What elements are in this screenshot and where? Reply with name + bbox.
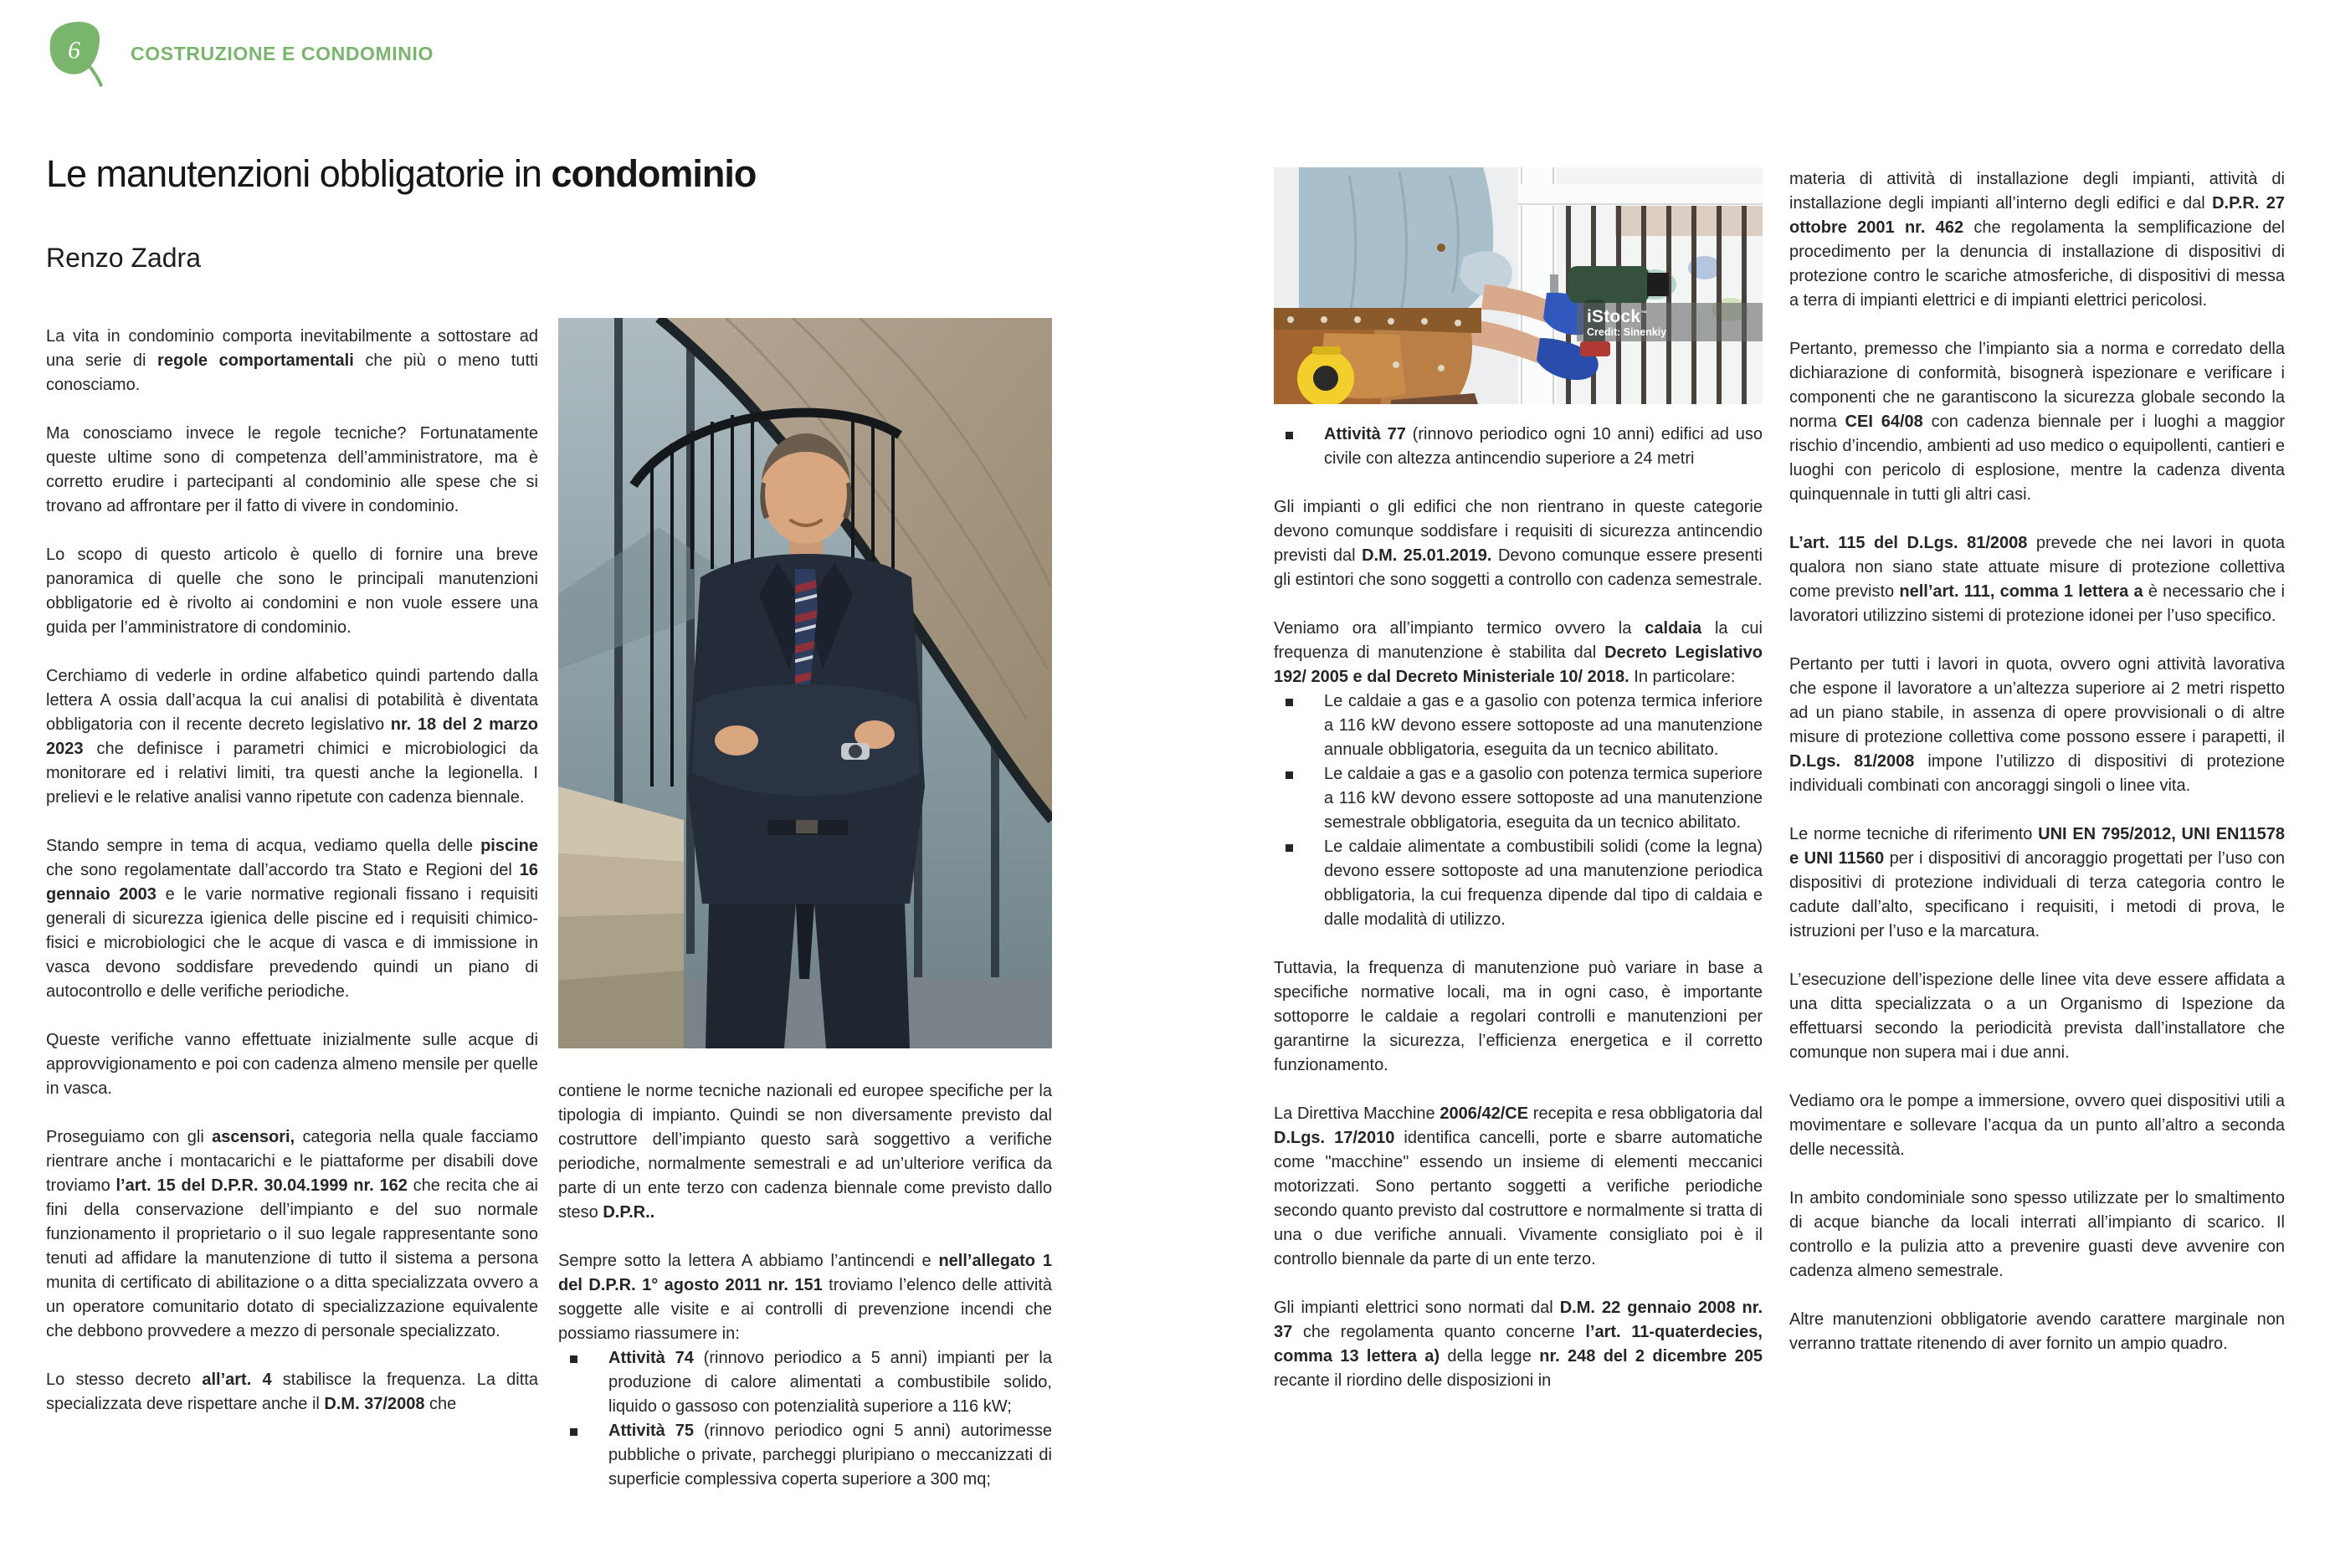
paragraph: Cerchiamo di vederle in ordine alfabetico quindi partendo dalla lettera A ossia dall’acqua la cui analisi di potabilità è diventata obbligatoria con il recente decreto legislativo nr. 18 del 2 marzo 2023 che definisce i parametri chimici e microbiologici da monitorare ed i relativi limiti, tra questi anche la legionella. I prelievi e le relative analisi vanno ripetute con cadenza biennale.	[46, 667, 538, 807]
paragraph: Gli impianti elettrici sono normati dal D.M. 22 gennaio 2008 nr. 37 che regolamenta quanto concerne l’art. 11-quaterdecies, comma 13 lettera a) della legge nr. 248 del 2 dicembre 205 recante il riordino delle disposizioni in	[1274, 1299, 1763, 1390]
paragraph: La Direttiva Macchine 2006/42/CE recepita e resa obbligatoria dal D.Lgs. 17/2010 identifica cancelli, porte e sbarre automatiche come "macchine" essendo un insieme di elementi meccanici motorizzati. Sono pertanto soggetti a verifiche periodiche secondo quanto previsto dal costruttore e normalmente si tratta di una o due verifiche annuali. Vivamente consigliato poi è il controllo biennale da parte di un ente terzo.	[1274, 1104, 1763, 1268]
page-title-bold: condominio	[551, 152, 757, 195]
leaf-icon	[42, 18, 110, 89]
paragraph: Lo scopo di questo articolo è quello di fornire una breve panoramica di quelle che sono le principali manutenzioni obbligatorie ed è rivolto ai condomini e non vuole essere una guida per l’amministratore di condominio.	[46, 546, 538, 637]
worker-photo	[1274, 167, 1763, 404]
bullet-item: Le caldaie a gas e a gasolio con potenza termica superiore a 116 kW devono essere sottoposte ad una manutenzione semestrale obbligatoria, eseguita da un tecnico abilitato.	[1274, 762, 1763, 835]
bullet-item: Attività 77 (rinnovo periodico ogni 10 anni) edifici ad uso civile con altezza antincendio superiore a 24 metri	[1274, 423, 1763, 471]
paragraph: Le norme tecniche di riferimento UNI EN 795/2012, UNI EN11578 e UNI 11560 per i dispositivi di ancoraggio progettati per l’uso con dispositivi di protezione individuali di terza categoria contro le cadute dall’alto, specificano i requisiti, i metodi di prova, le istruzioni per l’uso e la marcatura.	[1789, 825, 2286, 940]
istock-label: iStock™	[1587, 307, 1648, 326]
paragraph: Lo stesso decreto all’art. 4 stabilisce la frequenza. La ditta specializzata deve rispettare anche il D.M. 37/2008 che	[46, 1371, 538, 1413]
paragraph: L’art. 115 del D.Lgs. 81/2008 prevede che nei lavori in quota qualora non siano state attuate misure di protezione collettiva come previsto nell’art. 111, comma 1 lettera a è necessario che i lavoratori utilizzino sistemi di protezione idonei per l’uso specifico.	[1789, 534, 2285, 625]
paragraph: Altre manutenzioni obbligatorie avendo carattere marginale non verranno trattate ritenendo di aver fornito un ampio quadro.	[1789, 1310, 2285, 1353]
page-header	[42, 18, 434, 89]
page-title	[46, 152, 756, 196]
paragraph: contiene le norme tecniche nazionali ed europee specifiche per la tipologia di impianto. Quindi se non diversamente previsto dal costruttore dell’impianto questo sarà soggettivo a verifiche periodiche, normalmente semestrali e ad un’ulteriore verifica da parte di un ente terzo con cadenza biennale come previsto dallo steso D.P.R..	[558, 1082, 1052, 1222]
trademark-symbol: ™	[1640, 310, 1648, 317]
istock-watermark	[1577, 303, 1763, 341]
column-4	[1789, 167, 2285, 1381]
paragraph: materia di attività di installazione degli impianti, attività di installazione degli impianti all’interno degli edifici e dal D.P.R. 27 ottobre 2001 nr. 462 che regolamenta la semplificazione del procedimento per la denuncia di installazione di dispositivi di protezione contro le scariche atmosferiche, di dispositivi di messa a terra di impianti elettrici e di impianti elettrici pericolosi.	[1789, 170, 2286, 310]
portrait-photo	[558, 318, 1052, 1048]
paragraph: L’esecuzione dell’ispezione delle linee vita deve essere affidata a una ditta specializzata o a un Organismo di Ispezione da effettuarsi secondo la periodicità prevista dall’installatore che comunque non supera mai i due anni.	[1789, 971, 2285, 1062]
paragraph: Veniamo ora all’impianto termico ovvero la caldaia la cui frequenza di manutenzione è stabilita dal Decreto Legislativo 192/ 2005 e dal Decreto Ministeriale 10/ 2018. In particolare:	[1274, 619, 1763, 686]
paragraph: Ma conosciamo invece le regole tecniche? Fortunatamente queste ultime sono di competenza dell’amministratore, ma è corretto erudire i partecipanti al condominio alle spese che si trovano ad affrontare per il fatto di vivere in condominio.	[46, 424, 538, 515]
paragraph: Tuttavia, la frequenza di manutenzione può variare in base a specifiche normative locali, ma in ogni caso, è importante sottoporre le caldaie a regolari controlli e manutenzioni per garantirne la sicurezza, l’efficienza energetica e il corretto funzionamento.	[1274, 959, 1763, 1074]
bullet-marker	[1274, 835, 1324, 932]
bullet-marker	[1274, 689, 1324, 762]
paragraph: Vediamo ora le pompe a immersione, ovvero quei dispositivi utili a movimentare e sollevare l’acqua da un punto all’altro a seconda delle necessità.	[1789, 1092, 2285, 1159]
bullet-marker	[1274, 423, 1324, 471]
paragraph: Sempre sotto la lettera A abbiamo l’antincendi e nell’allegato 1 del D.P.R. 1° agosto 2011 nr. 151 troviamo l’elenco delle attività soggette alle visite e ai controlli di prevenzione incendi che possiamo riassumere in:	[558, 1252, 1053, 1343]
bullet-item: Attività 75 (rinnovo periodico ogni 5 anni) autorimesse pubbliche o private, parcheggi pluripiano o meccanizzati di superficie complessiva coperta superiore a 300 mq;	[558, 1419, 1052, 1492]
bullet-marker	[558, 1419, 608, 1492]
bullet-item: Attività 74 (rinnovo periodico a 5 anni) impianti per la produzione di calore alimentati a combustibile solido, liquido o gassoso con potenzialità superiore a 116 kW;	[558, 1346, 1052, 1419]
paragraph: In ambito condominiale sono spesso utilizzate per lo smaltimento di acque bianche da locali interrati all’impianto di scarico. Il controllo e la pulizia atto a prevenire guasti deve avvenire con cadenza almeno semestrale.	[1789, 1189, 2285, 1280]
section-title: COSTRUZIONE E CONDOMINIO	[131, 42, 434, 64]
column-1	[46, 325, 538, 1441]
paragraph: Pertanto, premesso che l’impianto sia a norma e corredato della dichiarazione di conformità, bisognerà ispezionare e verificare i componenti che ne garantiscono la sicurezza globale secondo la norma CEI 64/08 con cadenza biennale per i luoghi a maggior rischio d’incendio, ambienti ad uso medico o equipollenti, cantieri e luoghi con pericolo di esplosione, mentre la cadenza diventa quinquennale in tutti gli altri casi.	[1789, 340, 2286, 504]
paragraph: Pertanto per tutti i lavori in quota, ovvero ogni attività lavorativa che espone il lavoratore a un’altezza superiore ai 2 metri rispetto ad un piano stabile, in assenza di opere provvisionali o di altre misure di protezione collettiva come possono essere i parapetti, il D.Lgs. 81/2008 impone l’utilizzo di dispositivi di protezione individuali combinati con ancoraggi singoli o linee vita.	[1789, 655, 2285, 795]
page-title-regular: Le manutenzioni obbligatorie in	[46, 152, 552, 195]
column-2	[558, 1079, 1052, 1492]
paragraph: La vita in condominio comporta inevitabilmente a sottostare ad una serie di regole comportamentali che più o meno tutti conosciamo.	[46, 327, 539, 394]
author-name: Renzo Zadra	[46, 243, 201, 273]
paragraph: Stando sempre in tema di acqua, vediamo quella delle piscine che sono regolamentate dall’accordo tra Stato e Regioni del 16 gennaio 2003 e le varie normative regionali fissano i requisiti generali di sicurezza igienica delle piscine ed i requisiti chimico-fisici e microbiologici che le acque di vasca e di immissione in vasca devono soddisfare prevedendo quindi un piano di autocontrollo e delle verifiche periodiche.	[46, 837, 539, 1001]
bullet-item: Le caldaie alimentate a combustibili solidi (come la legna) devono essere sottoposte ad una manutenzione periodica obbligatoria, la cui frequenza dipende dal tipo di caldaia e dalle modalità di utilizzo.	[1274, 835, 1763, 932]
bullet-marker	[558, 1346, 608, 1419]
bullet-marker	[1274, 762, 1324, 835]
paragraph: Gli impianti o gli edifici che non rientrano in queste categorie devono comunque soddisfare i requisiti di sicurezza antincendio previsti dal D.M. 25.01.2019. Devono comunque essere presenti gli estintori che sono soggetti a controllo con cadenza semestrale.	[1274, 498, 1763, 589]
paragraph: Proseguiamo con gli ascensori, categoria nella quale facciamo rientrare anche i montacarichi e le piattaforme per disabili dove troviamo l’art. 15 del D.P.R. 30.04.1999 nr. 162 che recita che ai fini della conservazione dell’impianto e del suo normale funzionamento il proprietario o il suo legale rappresentante sono tenuti ad affidare la manutenzione di tutto il sistema a persona munita di certificato di abilitazione o a ditta specializzata ovvero a un operatore comunitario dotato di specializzazione equivalente che debbono provvedere a mezzo di personale specializzato.	[46, 1128, 538, 1340]
column-3	[1274, 423, 1763, 1417]
bullet-item: Le caldaie a gas e a gasolio con potenza termica inferiore a 116 kW devono essere sottoposte ad una manutenzione annuale obbligatoria, eseguita da un tecnico abilitato.	[1274, 689, 1763, 762]
page-number: 6	[68, 37, 80, 64]
paragraph: Queste verifiche vanno effettuate inizialmente sulle acque di approvvigionamento e poi con cadenza almeno mensile per quelle in vasca.	[46, 1031, 538, 1098]
istock-credit: Credit: Sinenkiy	[1587, 326, 1667, 338]
